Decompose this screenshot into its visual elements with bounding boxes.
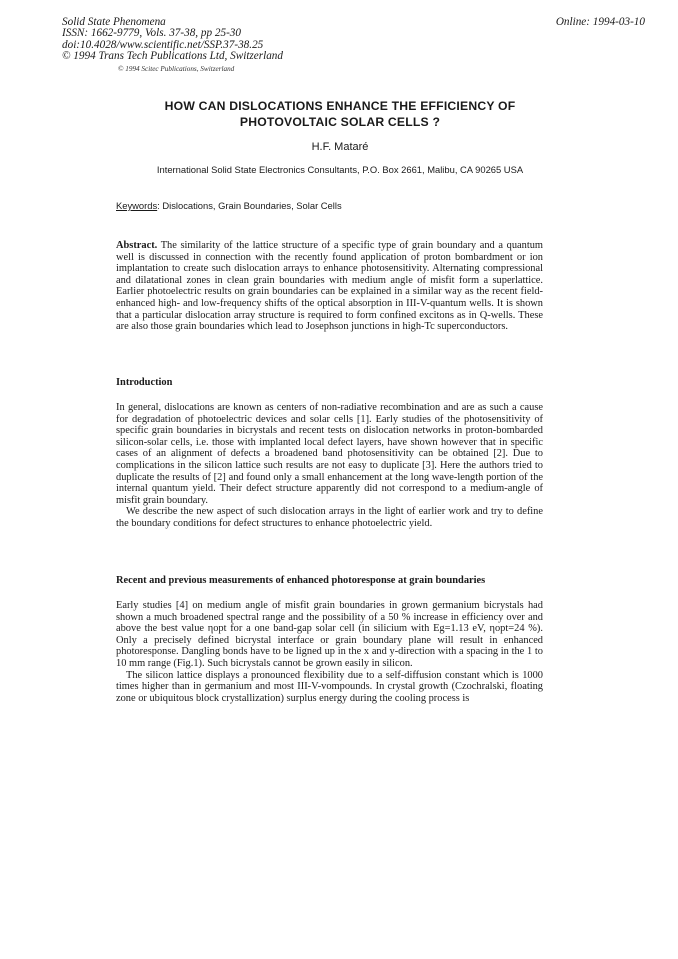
online-date: Online: 1994-03-10 xyxy=(555,16,645,28)
recent-measurements-body xyxy=(116,600,543,704)
title-line-1: HOW CAN DISLOCATIONS ENHANCE THE EFFICIENCY OF xyxy=(164,99,516,113)
introduction-heading: Introduction xyxy=(116,377,173,388)
issn-line: ISSN: 1662-9779, Vols. 37-38, pp 25-30 xyxy=(62,27,241,40)
keywords-label: Keywords xyxy=(116,200,158,211)
journal-header xyxy=(62,17,283,63)
introduction-paragraph-1: In general, dislocations are known as centers of non-radiative recombination and are as such a cause for degradation of photoelectric devices and solar cells [1]. Early studies of the photosensitivity of specific grain boundaries in bicrystals and recent tests on dislocation networks in proton-bombarded silicon-solar cells, i.e. those with implanted local defect layers, have shown however that in specific cases of an alignment of defects a broadened band photosensitivity can be obtained [2]. Due to complications in the silicon lattice such results are not easy to duplicate [3]. Here the authors tried to duplicate the results of [2] and found only a small enhancement at the long wave-length portion of the internal quantum yield. Their defect structure apparently did not correspond to a medium-angle of misfit grain boundary. xyxy=(116,402,543,506)
journal-name: Solid State Phenomena xyxy=(62,16,166,28)
abstract-text: The similarity of the lattice structure of a specific type of grain boundary and a quantum well is discussed in connection with the recently found application of proton bombardment or ion implantation to create such dislocation arrays to enhance photosensitivity. Alternating compressional and dilatational zones in clean grain boundaries with medium angle of misfit form a superlattice. Earlier photoelectric results on grain boundaries can be explained in a similar way as the recent field-enhanced high- and low-frequency shifts of the optical absorption in III-V-quantum wells. It is shown that a particular dislocation array structure is required to form confined excitons as in Q-wells. These are also those grain boundaries which lead to Josephson junctions in high-Tc superconductors. xyxy=(116,240,543,333)
author-name: H.F. Mataré xyxy=(311,141,369,153)
doi-line[interactable]: doi:10.4028/www.scientific.net/SSP.37-38.25 xyxy=(62,38,264,51)
title-line-2: PHOTOVOLTAIC SOLAR CELLS ? xyxy=(239,115,441,129)
keywords-text: : Dislocations, Grain Boundaries, Solar Cells xyxy=(157,200,342,211)
introduction-body xyxy=(116,402,543,530)
recent-measurements-heading: Recent and previous measurements of enhanced photoresponse at grain boundaries xyxy=(116,575,486,586)
publisher-copyright: © 1994 Scitec Publications, Switzerland xyxy=(118,65,235,73)
copyright-line: © 1994 Trans Tech Publications Ltd, Switzerland xyxy=(62,50,283,63)
paper-title xyxy=(90,98,590,130)
introduction-paragraph-2: We describe the new aspect of such dislocation arrays in the light of earlier work and try to define the boundary conditions for defect structures to enhance photoelectric yield. xyxy=(116,506,543,529)
recent-paragraph-2: The silicon lattice displays a pronounced flexibility due to a self-diffusion constant which is 1000 times higher than in germanium and most III-V-vompounds. In crystal growth (Czochralski, floating zone or ubiquitous block crystallization) surplus energy during the cooling process is xyxy=(116,669,543,704)
recent-paragraph-1: Early studies [4] on medium angle of misfit grain boundaries in grown germanium bicrystals had shown a much broadened spectral range and the possibility of a 50 % increase in efficiency over and above the best value ηopt for a one band-gap solar cell (in silicium with Eg=1.13 eV, ηopt=24 %). Only a precisely defined bicrystal interface or grain boundary plane will result in enhanced photoresponse. Dangling bonds have to be ligned up in the x and y-direction with a spacing in the 1 to 10 mm range (Fig.1). Such bicrystals cannot be grown easily in silicon. xyxy=(116,600,543,669)
author-affiliation: International Solid State Electronics Consultants, P.O. Box 2661, Malibu, CA 90265 USA xyxy=(156,164,524,175)
keywords xyxy=(116,200,342,211)
abstract-label: Abstract. xyxy=(116,240,158,251)
abstract xyxy=(116,240,543,333)
